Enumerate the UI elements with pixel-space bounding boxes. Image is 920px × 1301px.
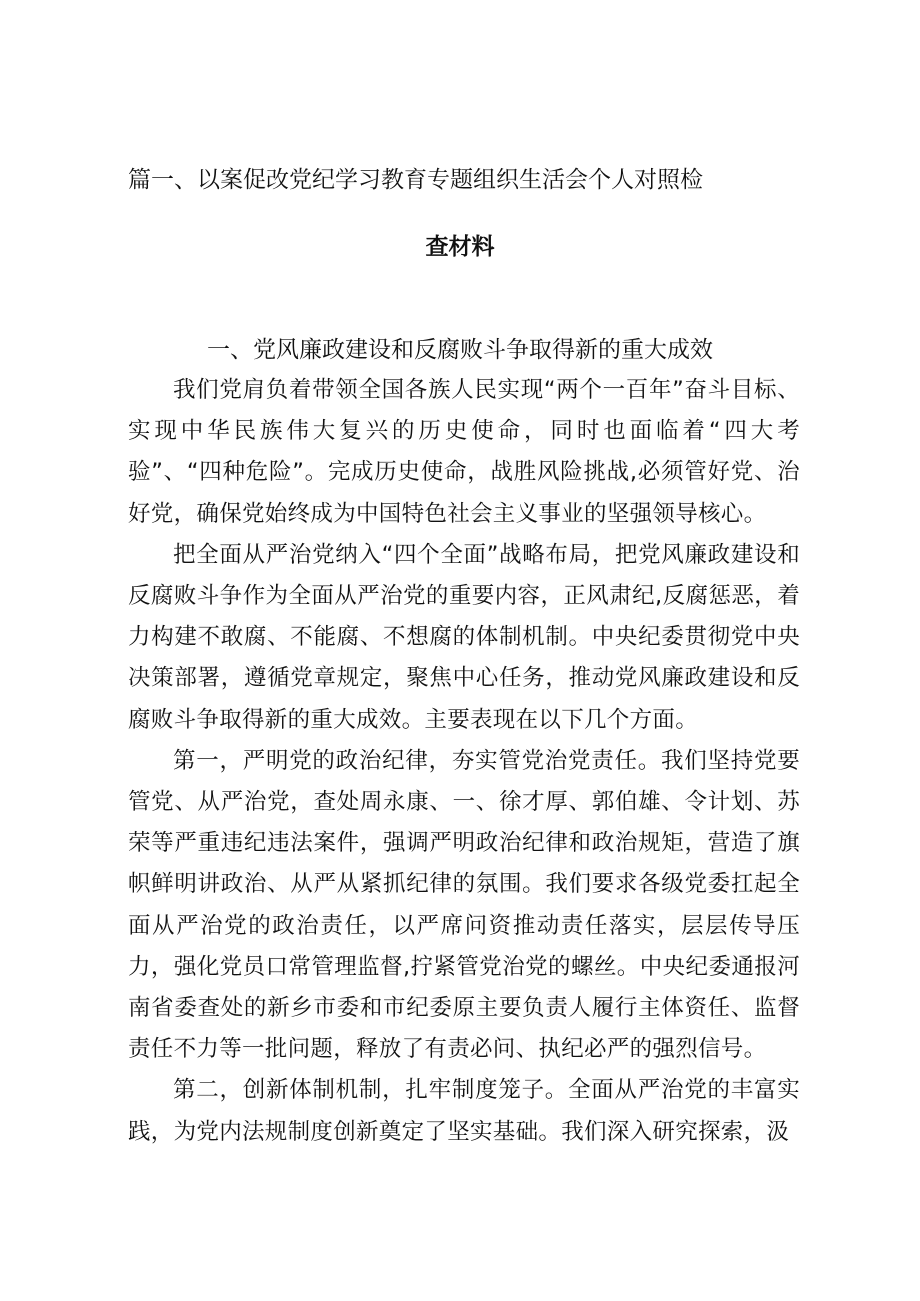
document-title-line-2: 查材料: [425, 234, 495, 260]
paragraph-2: 把全面从严治党纳入“四个全面”战略布局，把党风廉政建设和反腐败斗争作为全面从严治党的重要内容，正风肃纪,反腐惩恶，着力构建不敢腐、不能腐、不想腐的体制机制。中央纪委贯彻党中央决策部署，遵循党章规定，聚焦中心任务，推动党风廉政建设和反腐败斗争取得新的重大成效。主要表现在以下几个方面。: [128, 541, 800, 733]
paragraph-1: 我们党肩负着带领全国各族人民实现“两个一百年”奋斗目标、实现中华民族伟大复兴的历史使命，同时也面临着“四大考验”、“四种危险”。完成历史使命，战胜风险挑战,必须管好党、治好党，确保党始终成为中国特色社会主义事业的坚强领导核心。: [128, 377, 800, 527]
document-body: [128, 370, 800, 1153]
document-title-line-1: 篇一、以案促改党纪学习教育专题组织生活会个人对照检: [128, 167, 703, 193]
section-heading: 一、党风廉政建设和反腐败斗争取得新的重大成效: [207, 337, 713, 363]
paragraph-4: 第二，创新体制机制，扎牢制度笼子。全面从严治党的丰富实践，为党内法规制度创新奠定了坚实基础。我们深入研究探索，汲: [128, 1077, 800, 1145]
paragraph-3: 第一，严明党的政治纪律，夯实管党治党责任。我们坚持党要管党、从严治党，查处周永康、一、徐才厚、郭伯雄、令计划、苏荣等严重违纪违法案件，强调严明政治纪律和政治规矩，营造了旗帜鲜明讲政治、从严从紧抓纪律的氛围。我们要求各级党委扛起全面从严治党的政治责任，以严席问资推动责任落实，层层传导压力，强化党员口常管理监督,拧紧管党治党的螺丝。中央纪委通报河南省委查处的新乡市委和市纪委原主要负责人履行主体资任、监督责任不力等一批问题，释放了有责必问、执纪必严的强烈信号。: [128, 747, 800, 1063]
